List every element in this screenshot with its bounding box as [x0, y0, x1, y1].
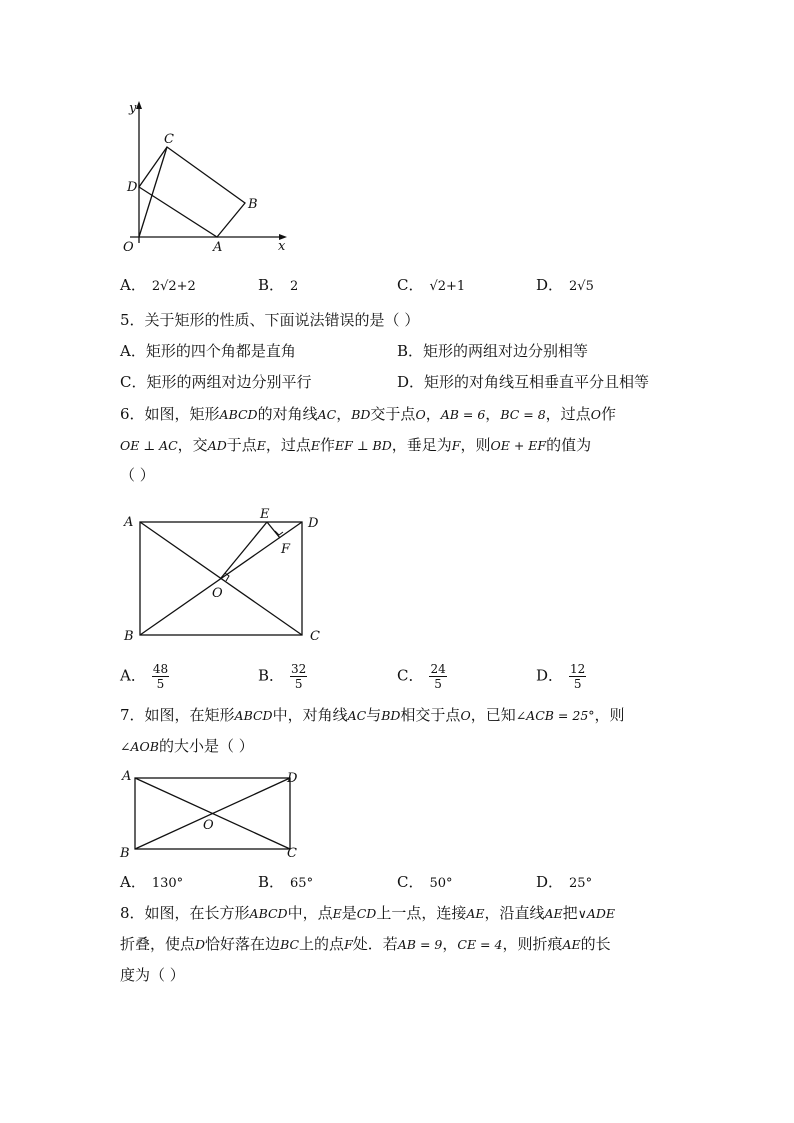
label-c: C: [310, 629, 320, 644]
q5-option-d[interactable]: D．矩形的对角线互相垂直平分且相等: [397, 373, 650, 391]
q4-option-c[interactable]: C． √2+1: [397, 276, 466, 294]
q4-option-b[interactable]: B． 2: [258, 276, 299, 294]
q8-stem-line1: 8．如图，在长方形ABCD中，点E是CD上一点，连接AE，沿直线AE把∨ADE: [120, 904, 616, 922]
label-b: B: [124, 629, 134, 644]
q7-figure: [115, 765, 315, 860]
segment-oc: [139, 147, 167, 237]
q5-option-b[interactable]: B．矩形的两组对边分别相等: [397, 342, 589, 360]
rectangle-abcd: [139, 147, 245, 237]
label-b: B: [248, 197, 258, 212]
q6-figure: [115, 505, 330, 650]
label-a: A: [124, 515, 134, 530]
q6-option-d[interactable]: D． $\frac{12}{5}$: [536, 662, 586, 691]
label-o: O: [203, 818, 214, 833]
label-a: A: [213, 240, 223, 255]
q6-stem-line3: （ ）: [120, 466, 155, 484]
label-b: B: [120, 846, 130, 860]
label-c: C: [287, 846, 297, 860]
q4-figure: [110, 95, 310, 260]
label-o: O: [212, 586, 223, 601]
q6-option-c[interactable]: C． $\frac{24}{5}$: [397, 662, 446, 691]
q7-option-b[interactable]: B． 65°: [258, 873, 314, 891]
label-y: y: [129, 101, 137, 116]
label-o: O: [123, 240, 134, 255]
q7-stem-line1: 7．如图，在矩形ABCD中，对角线AC与BD相交于点O，已知∠ACB = 25°，则: [120, 706, 625, 724]
label-d: D: [287, 771, 298, 786]
label-d: D: [127, 180, 138, 195]
label-c: C: [164, 132, 174, 147]
q7-stem-line2: ∠AOB的大小是（ ）: [120, 737, 254, 755]
q6-stem-line2: OE ⊥ AC，交AD于点E，过点E作EF ⊥ BD，垂足为F，则OE + EF的值为: [120, 436, 592, 454]
label-d: D: [308, 516, 319, 531]
segment-ef: [267, 522, 280, 538]
q4-option-a[interactable]: A． 2√2+2: [120, 276, 196, 294]
right-angle-mark-o: [225, 573, 229, 581]
q4-option-d[interactable]: D． 2√5: [536, 276, 594, 294]
label-x: x: [278, 239, 286, 254]
q8-stem-line2: 折叠，使点D恰好落在边BC上的点F处．若AB = 9，CE = 4，则折痕AE的长: [120, 935, 611, 953]
q6-option-b[interactable]: B． $\frac{32}{5}$: [258, 662, 307, 691]
q7-option-c[interactable]: C． 50°: [397, 873, 453, 891]
q5-stem: 5．关于矩形的性质、下面说法错误的是（ ）: [120, 311, 420, 329]
q7-option-a[interactable]: A． 130°: [120, 873, 184, 891]
q7-option-d[interactable]: D． 25°: [536, 873, 593, 891]
q6-stem-line1: 6．如图，矩形ABCD的对角线AC，BD交于点O，AB = 6，BC = 8，过点O作: [120, 405, 616, 423]
segment-oe: [221, 522, 267, 578]
q6-option-a[interactable]: A． $\frac{48}{5}$: [120, 662, 169, 691]
y-axis-arrow: [136, 101, 142, 109]
label-a: A: [122, 769, 132, 784]
label-f: F: [281, 542, 291, 557]
q5-option-c[interactable]: C．矩形的两组对边分别平行: [120, 373, 312, 391]
q5-option-a[interactable]: A．矩形的四个角都是直角: [120, 342, 296, 360]
q8-stem-line3: 度为（ ）: [120, 966, 185, 984]
label-e: E: [260, 507, 270, 522]
